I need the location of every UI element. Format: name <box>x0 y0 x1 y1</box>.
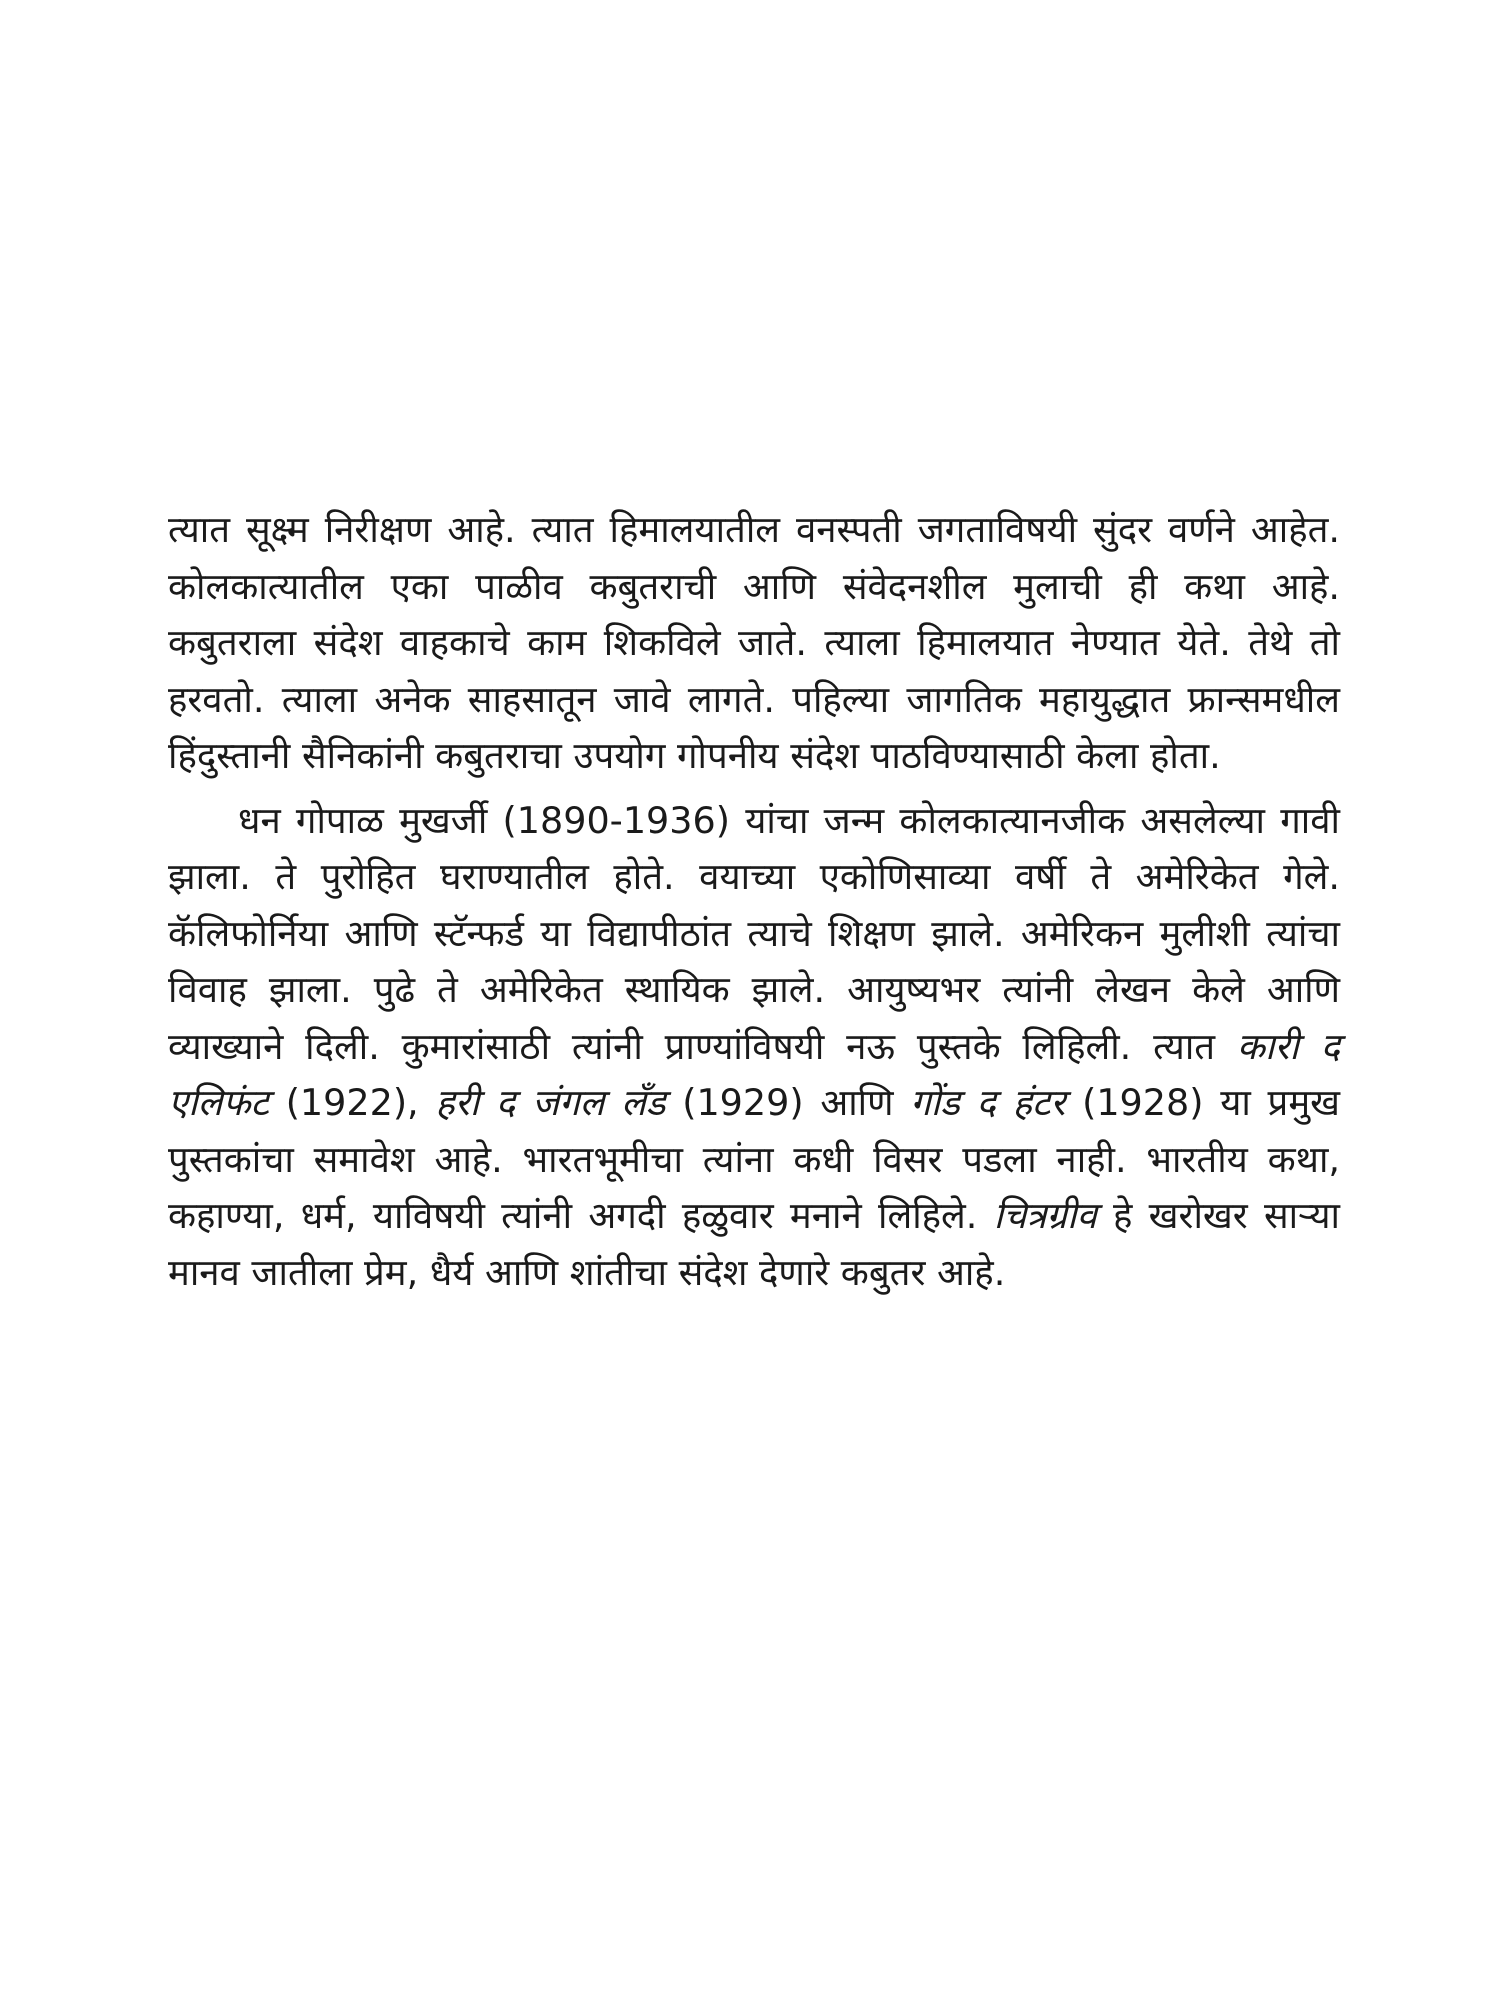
book-title-hari: हरी द जंगल लॅंड <box>435 1081 666 1124</box>
paragraph-2-part-5: हे खरोखर साऱ्या मानव जातीला प्रेम, धैर्य आणि शांतीचा संदेश देणारे कबुतर आहे. <box>168 1194 1340 1294</box>
book-title-chitragriv: चित्रग्रीव <box>993 1194 1097 1237</box>
paragraph-1-text: त्यात सूक्ष्म निरीक्षण आहे. त्यात हिमालयातील वनस्पती जगताविषयी सुंदर वर्णने आहेत. कोलकात्यातील एका पाळीव कबुतराची आणि संवेदनशील मुलाची ही कथा आहे. कबुतराला संदेश वाहकाचे काम शिकविले जाते. त्याला हिमालयात नेण्यात येते. तेथे तो हरवतो. त्याला अनेक साहसातून जावे लागते. पहिल्या जागतिक महायुद्धात फ्रान्समधील हिंदुस्तानी सैनिकांनी कबुतराचा उपयोग गोपनीय संदेश पाठविण्यासाठी केला होता. <box>168 508 1340 777</box>
body-text <box>168 502 1340 1301</box>
paragraph-2-part-2: (1922), <box>285 1081 419 1124</box>
book-title-kari: कारी द एलिफंट <box>168 1024 1340 1124</box>
book-title-gond: गोंड द हंटर <box>910 1081 1066 1124</box>
paragraph-1 <box>168 502 1340 785</box>
paragraph-2 <box>168 793 1340 1302</box>
paragraph-2-part-1: धन गोपाळ मुखर्जी (1890-1936) यांचा जन्म कोलकात्यानजीक असलेल्या गावी झाला. ते पुरोहित घराण्यातील होते. वयाच्या एकोणिसाव्या वर्षी ते अमेरिकेत गेले. कॅलिफोर्निया आणि स्टॅन्फर्ड या विद्यापीठांत त्याचे शिक्षण झाले. अमेरिकन मुलीशी त्यांचा विवाह झाला. पुढे ते अमेरिकेत स्थायिक झाले. आयुष्यभर त्यांनी लेखन केले आणि व्याख्याने दिली. कुमारांसाठी त्यांनी प्राण्यांविषयी नऊ पुस्तके लिहिली. त्यात <box>168 798 1340 1068</box>
paragraph-2-part-4: (1928) या प्रमुख पुस्तकांचा समावेश आहे. भारतभूमीचा त्यांना कधी विसर पडला नाही. भारतीय कथा, कहाण्या, धर्म, याविषयी त्यांनी अगदी हळुवार मनाने लिहिले. <box>168 1081 1341 1237</box>
paragraph-2-part-3: (1929) आणि <box>682 1081 894 1124</box>
